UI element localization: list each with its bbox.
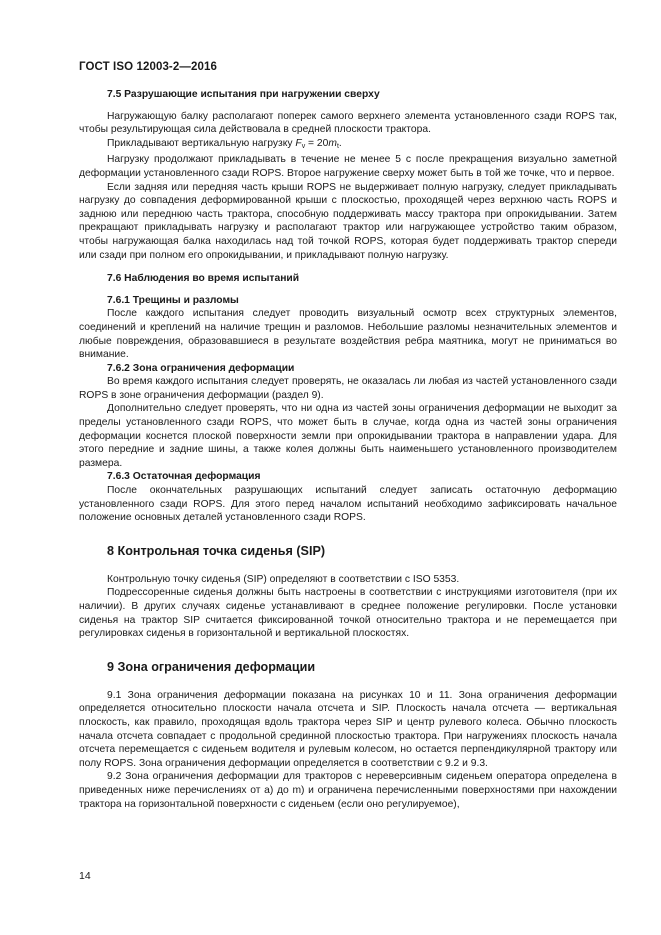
section-9-paragraph-2: 9.2 Зона ограничения деформации для тракторов с нереверсивным сиденьем оператора определена в приведенных ниже перечислениях от а) до m) и ограничена перечисленными поверхностями при нахождении трактора на горизонтальной поверхности с сиденьем (если оно регулируемое),: [79, 771, 617, 810]
section-7-5-paragraph-2: [79, 137, 617, 154]
section-8-paragraph-1: Контрольную точку сиденья (SIP) определяют в соответствии с ISO 5353.: [107, 573, 460, 585]
section-7-6-2-heading: 7.6.2 Зона ограничения деформации: [107, 362, 295, 374]
section-7-5-paragraph-4: Если задняя или передняя часть крыши ROPS не выдерживает полную нагрузку, следует прикладывать нагрузку до совпадения деформированной крыши с плоскостью, проходящей через верхнюю часть ROPS и заднюю или переднюю часть трактора, способную поддерживать массу трактора при опрокидывании. Затем прекращают прикладывать нагрузку и располагают трактор или нагружающее устройство таким образом, чтобы нагружающая балка находилась над той точкой ROPS, которая будет поддерживать трактор спереди или сзади при полном его опрокидывании, и прикладывают полную нагрузку.: [79, 181, 617, 261]
section-7-6-1-paragraph: После каждого испытания следует проводить визуальный осмотр всех структурных элементов, соединений и креплений на наличие трещин и разломов. Небольшие разломы незначительных элементов и любые повреждения, образовавшиеся в результате воздействия ребра маятника, могут не приниматься во внимание.: [79, 308, 617, 361]
formula-end: .: [338, 137, 342, 149]
document-header: ГОСТ ISO 12003-2—2016: [79, 61, 217, 73]
section-9-paragraph-1: 9.1 Зона ограничения деформации показана на рисунках 10 и 11. Зона ограничения деформации определяется относительно плоскости начала отсчета и SIP. Плоскость начала отсчета — вертикальная плоскость, как правило, проходящая вдоль трактора через SIP и центр рулевого колеса. Обычно плоскость начала отсчета совпадает с продольной срединной плоскостью трактора. При нагружениях плоскость начала отсчета перемещается с сиденьем водителя и рулевым колесом, но остается перпендикулярной трактору или полу ROPS. Зона ограничения деформации определяется в соответствии с 9.2 и 9.3.: [79, 689, 617, 769]
section-7-6-3-paragraph: После окончательных разрушающих испытаний следует записать остаточную деформацию установленного сзади ROPS. Для этого перед началом испытаний необходимо зафиксировать начальное положение основных деталей установленного сзади ROPS.: [79, 485, 617, 524]
formula-equals: = 20: [305, 137, 329, 149]
section-7-6-3-heading: 7.6.3 Остаточная деформация: [107, 471, 261, 483]
section-7-5-paragraph-3: Нагрузку продолжают прикладывать в течение не менее 5 с после прекращения визуально заметной деформации установленного сзади ROPS. Второе нагружение сверху может быть в той же точке, что и первое.: [79, 154, 617, 179]
document-body: [79, 88, 617, 811]
formula-mass-subscript: t: [336, 142, 339, 150]
section-9-heading: 9 Зона ограничения деформации: [107, 659, 316, 674]
section-8-paragraph-2: Подрессоренные сиденья должны быть настроены в соответствии с инструкциями изготовителя (при их наличии). В других случаях сиденье устанавливают в среднее положение регулировки. После установки сиденья на трактор SIP считается фиксированной точкой относительно трактора и не перемещается при регулировках сиденья в горизонтальной и вертикальной плоскостях.: [79, 587, 617, 640]
page-number: 14: [79, 870, 91, 882]
section-7-5-heading: 7.5 Разрушающие испытания при нагружении сверху: [107, 89, 380, 100]
formula-force-subscript: v: [301, 142, 306, 150]
section-7-6-2-paragraph-1: Во время каждого испытания следует проверять, не оказалась ли любая из частей установленного сзади ROPS в зоне ограничения деформации (раздел 9).: [79, 376, 617, 401]
formula-mass-symbol: m: [328, 137, 337, 149]
section-7-5-paragraph-1: Нагружающую балку располагают поперек самого верхнего элемента установленного сзади ROPS так, чтобы результирующая сила действовала в средней плоскости трактора.: [79, 110, 617, 136]
formula-force-symbol: F: [295, 137, 302, 149]
section-7-6-heading: 7.6 Наблюдения во время испытаний: [107, 273, 300, 285]
section-7-6-1-heading: 7.6.1 Трещины и разломы: [107, 294, 239, 306]
section-7-6-2-paragraph-2: Дополнительно следует проверять, что ни одна из частей зоны ограничения деформации не выходит за пределы установленного сзади ROPS, что может быть в случае, когда одна из частей зоны ограничения деформации коснется плоской поверхности земли при опрокидывании трактора в направлении удара. Для этого передние и задние шины, а также колея должны быть наименьшего установленного производителем размера.: [79, 403, 617, 469]
section-8-heading: 8 Контрольная точка сиденья (SIP): [107, 543, 326, 558]
load-text: Прикладывают вертикальную нагрузку: [107, 137, 296, 149]
